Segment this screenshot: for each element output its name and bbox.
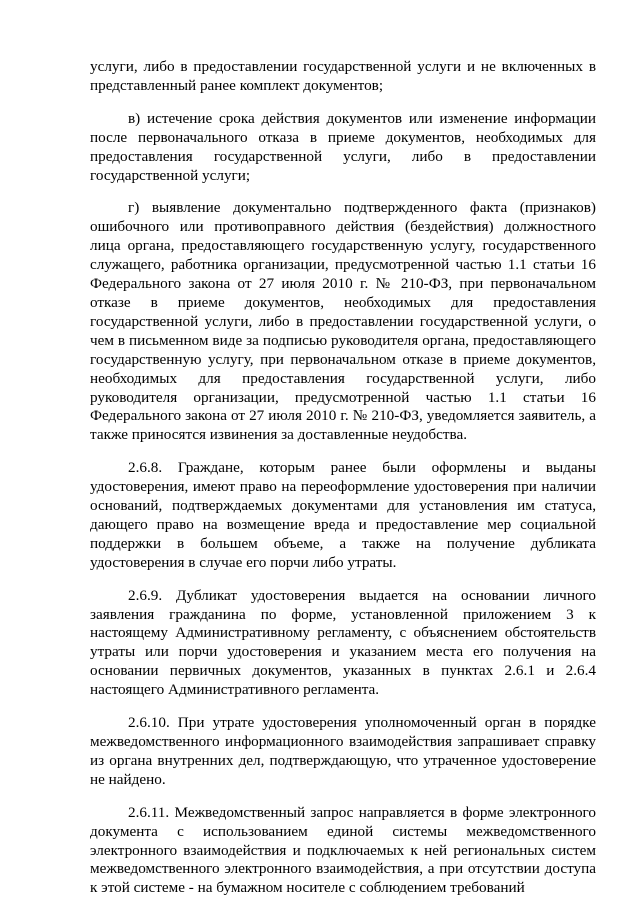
paragraph-2-6-11: 2.6.11. Межведомственный запрос направляется в форме электронного документа с использованием единой системы межведомственного электронного взаимодействия и подключаемых к ней региональных систем межведомственного электронного взаимодействия, а при отсутствии доступа к этой системе - на бумажном носителе с соблюдением требований xyxy=(90,803,596,897)
paragraph-item-v: в) истечение срока действия документов или изменение информации после первоначального отказа в приеме документов, необходимых для предоставления государственной услуги, либо в предоставлении государственной услуги; xyxy=(90,109,596,184)
paragraph-item-g: г) выявление документально подтвержденного факта (признаков) ошибочного или противоправного действия (бездействия) должностного лица органа, предоставляющего государственную услугу, государственного служащего, работника организации, предусмотренной частью 1.1 статьи 16 Федерального закона от 27 июля 2010 г. № 210-ФЗ, при первоначальном отказе в приеме документов, необходимых для предоставления государственной услуги, либо в предоставлении государственной услуги, о чем в письменном виде за подписью руководителя органа, предоставляющего государственную услугу, при первоначальном отказе в приеме документов, необходимых для предоставления государственной услуги, либо руководителя организации, предусмотренной частью 1.1 статьи 16 Федерального закона от 27 июля 2010 г. № 210-ФЗ, уведомляется заявитель, а также приносятся извинения за доставленные неудобства. xyxy=(90,199,596,444)
paragraph-continuation: услуги, либо в предоставлении государственной услуги и не включенных в представленный ранее комплект документов; xyxy=(90,58,596,94)
paragraph-2-6-9: 2.6.9. Дубликат удостоверения выдается на основании личного заявления гражданина по форме, установленной приложением 3 к настоящему Административному регламенту, с объяснением обстоятельств утраты или порчи удостоверения и указанием места его получения на основании первичных документов, указанных в пунктах 2.6.1 и 2.6.4 настоящего Административного регламента. xyxy=(90,586,596,699)
document-page xyxy=(90,58,596,912)
paragraph-2-6-8: 2.6.8. Граждане, которым ранее были оформлены и выданы удостоверения, имеют право на переоформление удостоверения при наличии оснований, подтверждаемых документами для установления им статуса, дающего право на возмещение вреда и предоставление мер социальной поддержки в большем объеме, а также на получение дубликата удостоверения в случае его порчи либо утраты. xyxy=(90,459,596,571)
paragraph-2-6-10: 2.6.10. При утрате удостоверения уполномоченный орган в порядке межведомственного информационного взаимодействия запрашивает справку из органа внутренних дел, подтверждающую, что утраченное удостоверение не найдено. xyxy=(90,714,596,788)
